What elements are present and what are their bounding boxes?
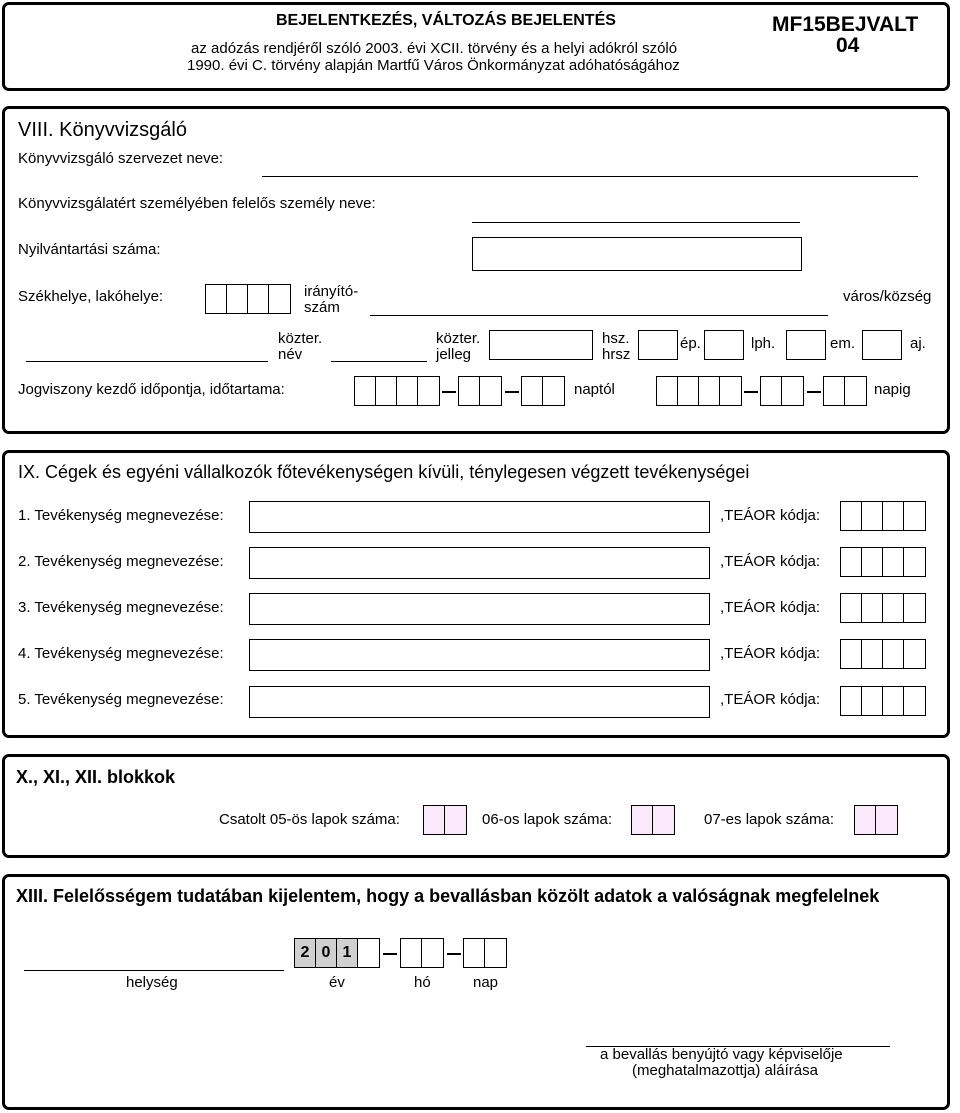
street-type-label-2: jelleg bbox=[436, 346, 472, 363]
activity-4-code-field[interactable] bbox=[840, 639, 926, 669]
auditor-person-name-field[interactable] bbox=[472, 222, 800, 223]
days-label: napig bbox=[874, 381, 911, 398]
zip-label: irányító- bbox=[304, 283, 359, 300]
attached-06-label: 06-os lapok száma: bbox=[482, 811, 613, 828]
day-field[interactable] bbox=[463, 938, 507, 968]
street-type-label: közter. bbox=[436, 330, 481, 347]
activity-3-code-field[interactable] bbox=[840, 593, 926, 623]
year-digit-2: 0 bbox=[316, 939, 337, 967]
activity-1-label: 1. Tevékenység megnevezése: bbox=[18, 507, 224, 524]
date-separator bbox=[383, 953, 397, 955]
auditor-org-name-field[interactable] bbox=[262, 176, 918, 177]
city-field[interactable] bbox=[370, 315, 828, 316]
attached-06-count-field[interactable] bbox=[631, 805, 675, 835]
auditor-person-label: Könyvvizsgálatért személyében felelős személy neve: bbox=[18, 195, 376, 212]
month-field[interactable] bbox=[400, 938, 444, 968]
period-start-year[interactable] bbox=[354, 376, 440, 406]
activity-3-field[interactable] bbox=[249, 593, 710, 625]
registration-number-label: Nyilvántartási száma: bbox=[18, 241, 161, 258]
activity-3-label: 3. Tevékenység megnevezése: bbox=[18, 599, 224, 616]
date-separator bbox=[447, 953, 461, 955]
activity-2-label: 2. Tevékenység megnevezése: bbox=[18, 553, 224, 570]
date-separator bbox=[505, 391, 519, 393]
day-label: nap bbox=[473, 974, 499, 991]
section-ix-title: IX. Cégek és egyéni vállalkozók főtevékenységen kívüli, ténylegesen végzett tevékenységei bbox=[18, 462, 750, 482]
zip-code-field[interactable] bbox=[205, 284, 291, 314]
year-digit-1: 2 bbox=[295, 939, 316, 967]
city-label: város/község bbox=[843, 288, 932, 305]
period-end-month[interactable] bbox=[760, 376, 804, 406]
attached-05-label: Csatolt 05-ös lapok száma: bbox=[219, 811, 400, 828]
date-separator bbox=[744, 391, 758, 393]
activity-2-field[interactable] bbox=[249, 547, 710, 579]
signature-label: a bevallás benyújtó vagy képviselője bbox=[600, 1046, 843, 1063]
activity-1-field[interactable] bbox=[249, 501, 710, 533]
house-number-label: hsz. bbox=[602, 330, 630, 347]
auditor-org-label: Könyvvizsgáló szervezet neve: bbox=[18, 150, 224, 167]
attached-07-label: 07-es lapok száma: bbox=[704, 811, 835, 828]
period-label: Jogviszony kezdő időpontja, időtartama: bbox=[18, 381, 285, 398]
house-number-label-2: hrsz bbox=[602, 346, 631, 363]
activity-5-code-field[interactable] bbox=[840, 686, 926, 716]
zip-digit-3[interactable] bbox=[248, 285, 269, 313]
from-label: naptól bbox=[574, 381, 615, 398]
zip-digit-4[interactable] bbox=[269, 285, 290, 313]
seat-label: Székhelye, lakóhelye: bbox=[18, 288, 164, 305]
period-end-day[interactable] bbox=[823, 376, 867, 406]
activity-3-code-label: ,TEÁOR kódja: bbox=[720, 599, 821, 616]
activity-4-code-label: ,TEÁOR kódja: bbox=[720, 645, 821, 662]
month-label: hó bbox=[414, 974, 431, 991]
door-label: aj. bbox=[910, 335, 926, 352]
attached-05-count-field[interactable] bbox=[423, 805, 467, 835]
year-digit-4[interactable] bbox=[358, 939, 379, 967]
zip-digit-2[interactable] bbox=[227, 285, 248, 313]
street-name-label: közter. bbox=[278, 330, 323, 347]
form-code: MF15BEJVALT bbox=[772, 13, 919, 36]
floor-field[interactable] bbox=[862, 330, 902, 360]
activity-5-code-label: ,TEÁOR kódja: bbox=[720, 691, 821, 708]
activity-2-code-field[interactable] bbox=[840, 547, 926, 577]
activity-4-field[interactable] bbox=[249, 639, 710, 671]
house-number-field[interactable] bbox=[638, 330, 678, 360]
section-viii-title: VIII. Könyvvizsgáló bbox=[18, 119, 187, 141]
activity-5-field[interactable] bbox=[249, 686, 710, 718]
registration-number-field[interactable] bbox=[472, 237, 802, 271]
street-name-label-2: név bbox=[278, 346, 303, 363]
date-separator bbox=[807, 391, 821, 393]
place-label: helység bbox=[126, 974, 178, 991]
place-field[interactable] bbox=[24, 970, 284, 971]
year-label: év bbox=[329, 974, 345, 991]
section-x-title: X., XI., XII. blokkok bbox=[16, 767, 176, 787]
staircase-field[interactable] bbox=[786, 330, 826, 360]
form-title: BEJELENTKEZÉS, VÁLTOZÁS BEJELENTÉS bbox=[276, 12, 616, 29]
section-xiii-title: XIII. Felelősségem tudatában kijelentem, hogy a bevallásban közölt adatok a valóságnak megfelelnek bbox=[16, 886, 880, 906]
building-label: ép. bbox=[680, 335, 701, 352]
zip-label-2: szám bbox=[304, 299, 340, 316]
period-start-month[interactable] bbox=[458, 376, 502, 406]
attached-07-count-field[interactable] bbox=[854, 805, 898, 835]
activity-5-label: 5. Tevékenység megnevezése: bbox=[18, 691, 224, 708]
year-field[interactable] bbox=[294, 938, 380, 968]
activity-4-label: 4. Tevékenység megnevezése: bbox=[18, 645, 224, 662]
floor-label: em. bbox=[830, 335, 856, 352]
signature-label-2: (meghatalmazottja) aláírása bbox=[632, 1062, 818, 1079]
activity-1-code-field[interactable] bbox=[840, 501, 926, 531]
header-law-line-1: az adózás rendjéről szóló 2003. évi XCII. törvény és a helyi adókról szóló bbox=[191, 40, 678, 57]
period-end-year[interactable] bbox=[656, 376, 742, 406]
year-digit-3: 1 bbox=[337, 939, 358, 967]
building-field[interactable] bbox=[704, 330, 744, 360]
activity-1-code-label: ,TEÁOR kódja: bbox=[720, 507, 821, 524]
zip-digit-1[interactable] bbox=[206, 285, 227, 313]
date-separator bbox=[442, 391, 456, 393]
period-start-day[interactable] bbox=[521, 376, 565, 406]
staircase-label: lph. bbox=[751, 335, 776, 352]
header-law-line-2: 1990. évi C. törvény alapján Martfű Város Önkormányzat adóhatóságához bbox=[187, 57, 680, 74]
form-page-number: 04 bbox=[836, 34, 860, 57]
street-name-field[interactable] bbox=[26, 361, 268, 362]
activity-2-code-label: ,TEÁOR kódja: bbox=[720, 553, 821, 570]
street-type-field[interactable] bbox=[331, 361, 427, 362]
street-type-box[interactable] bbox=[489, 330, 593, 360]
